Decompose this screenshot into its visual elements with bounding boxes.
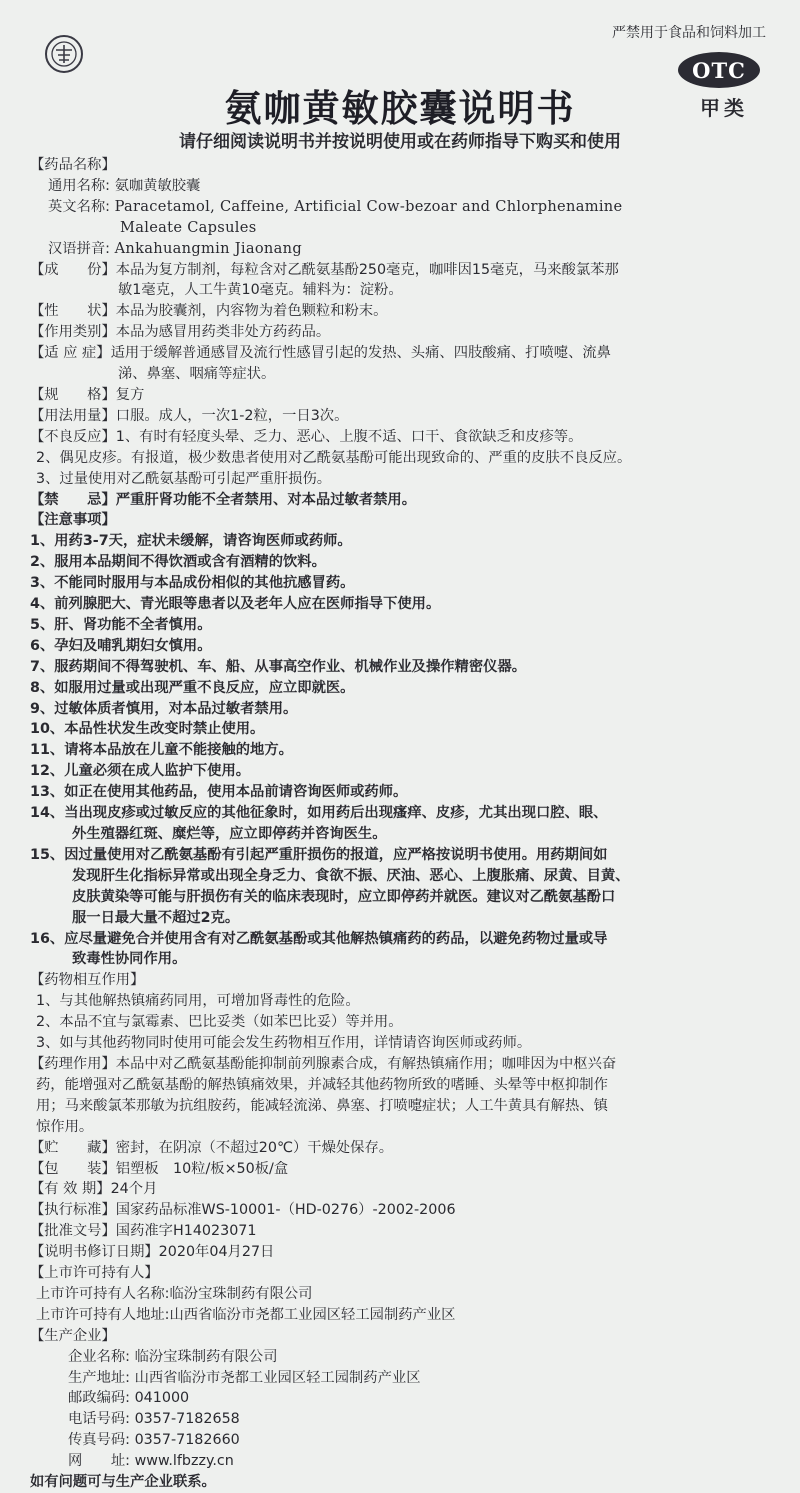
pharmacology-cont: 用；马来酸氯苯那敏为抗组胺药，能减轻流涕、鼻塞、打喷嚏症状；人工牛黄具有解热、镇 <box>36 1097 608 1114</box>
field-label: 【作用类别】 <box>30 324 116 341</box>
field-value: 本品为感冒用药类非处方药药品。 <box>115 324 331 341</box>
field-label: 【适 应 症】 <box>30 345 111 362</box>
caution-item-cont: 发现肝生化指标异常或出现全身乏力、食欲不振、厌油、恶心、上腹胀痛、尿黄、目黄、 <box>72 867 630 884</box>
section-manufacturer: 【生产企业】 <box>30 1327 116 1344</box>
caution-item-cont: 致毒性协同作用。 <box>72 951 187 968</box>
field-label: 电话号码: <box>68 1411 131 1428</box>
field-value: 1、有时有轻度头晕、乏力、恶心、上腹不适、口干、食欲缺乏和皮疹等。 <box>115 428 583 445</box>
usage-row <box>30 406 780 427</box>
leaflet-body <box>30 155 780 1493</box>
field-label: 【不良反应】 <box>30 428 116 445</box>
mah-address-row <box>30 1305 780 1326</box>
field-label: 生产地址: <box>68 1369 131 1386</box>
field-label: 【成 份】 <box>30 261 116 278</box>
english-name-row <box>30 197 780 218</box>
field-value: 密封，在阴凉（不超过20℃）干燥处保存。 <box>115 1139 394 1156</box>
pinyin-row <box>30 239 780 260</box>
storage-row <box>30 1138 780 1159</box>
contraindication-row <box>30 490 780 511</box>
interaction-item: 3、如与其他药物同时使用可能会发生药物相互作用，详情请咨询医师或药师。 <box>36 1035 532 1052</box>
field-label: 【执行标准】 <box>30 1202 116 1219</box>
production-address-row <box>30 1368 780 1389</box>
field-value: 铝塑板 10粒/板×50板/盒 <box>115 1160 289 1177</box>
field-value: 口服。成人，一次1-2粒，一日3次。 <box>115 407 349 424</box>
field-value: Maleate Capsules <box>120 218 257 236</box>
field-value: 2020年04月27日 <box>158 1244 275 1261</box>
field-value: 国家药品标准WS-10001-（HD-0276）-2002-2006 <box>115 1202 456 1219</box>
indication-row-2 <box>30 364 780 385</box>
composition-row <box>30 260 780 281</box>
approval-row <box>30 1221 780 1242</box>
field-value: 0357-7182660 <box>134 1432 240 1449</box>
field-value: Ankahuangmin Jiaonang <box>114 239 302 257</box>
adverse-item-3: 3、过量使用对乙酰氨基酚可引起严重肝损伤。 <box>36 470 332 487</box>
field-value: 国药准字H14023071 <box>115 1223 257 1240</box>
adverse-item-2: 2、偶见皮疹。有报道，极少数患者使用对乙酰氨基酚可能出现致命的、严重的皮肤不良反应。 <box>36 449 632 466</box>
interaction-item: 2、本品不宜与氯霉素、巴比妥类（如苯巴比妥）等并用。 <box>36 1014 403 1031</box>
field-label: 传真号码: <box>68 1432 131 1449</box>
caution-item: 14、当出现皮疹或过敏反应的其他征象时，如用药后出现瘙痒、皮疹，尤其出现口腔、眼、 <box>30 805 608 822</box>
caution-item: 9、过敏体质者慎用，对本品过敏者禁用。 <box>30 700 298 717</box>
field-label: 上市许可持有人名称: <box>36 1285 170 1302</box>
field-value: www.lfbzzy.cn <box>134 1453 234 1470</box>
field-label: 【批准文号】 <box>30 1223 116 1240</box>
caution-item: 5、肝、肾功能不全者慎用。 <box>30 616 212 633</box>
website-row <box>30 1451 780 1472</box>
field-value: 041000 <box>134 1390 190 1407</box>
package-row <box>30 1159 780 1180</box>
field-value: 严重肝肾功能不全者禁用、对本品过敏者禁用。 <box>115 491 417 508</box>
caution-item-cont: 外生殖器红斑、糜烂等，应立即停药并咨询医生。 <box>72 826 387 842</box>
field-value: 山西省临汾市尧都工业园区轻工园制药产业区 <box>169 1306 456 1323</box>
field-value: 临汾宝珠制药有限公司 <box>169 1285 313 1302</box>
caution-item: 3、不能同时服用与本品成份相似的其他抗感冒药。 <box>30 575 355 592</box>
field-value: 适用于缓解普通感冒及流行性感冒引起的发热、头痛、四肢酸痛、打喷嚏、流鼻 <box>110 345 611 362</box>
field-value: 山西省临汾市尧都工业园区轻工园制药产业区 <box>134 1369 421 1386</box>
section-cautions: 【注意事项】 <box>30 512 116 529</box>
field-label: 英文名称: <box>48 198 111 215</box>
company-seal-icon <box>44 34 84 74</box>
caution-item-cont: 服一日最大量不超过2克。 <box>72 909 240 926</box>
field-label: 上市许可持有人地址: <box>36 1306 170 1323</box>
caution-item-cont: 皮肤黄染等可能与肝损伤有关的临床表现时，应立即停药并就医。建议对乙酰氨基酚口 <box>72 888 616 905</box>
field-label: 【贮 藏】 <box>30 1139 116 1156</box>
field-label: 邮政编码: <box>68 1390 131 1407</box>
composition-row-2 <box>30 280 780 301</box>
generic-name-row <box>30 176 780 197</box>
field-label: 【药理作用】 <box>30 1055 116 1072</box>
caution-item: 6、孕妇及哺乳期妇女慎用。 <box>30 637 212 654</box>
caution-item: 16、应尽量避免合并使用含有对乙酰氨基酚或其他解热镇痛药的药品，以避免药物过量或导 <box>30 930 608 947</box>
field-label: 【包 装】 <box>30 1160 116 1177</box>
mah-name-row <box>30 1284 780 1305</box>
adverse-row <box>30 427 780 448</box>
otc-badge: OTC <box>678 52 760 88</box>
caution-item: 2、服用本品期间不得饮酒或含有酒精的饮料。 <box>30 554 326 571</box>
field-label: 【说明书修订日期】 <box>30 1244 159 1261</box>
field-label: 【有 效 期】 <box>30 1181 111 1198</box>
field-value: Paracetamol, Caffeine, Artificial Cow-bezoar and Chlorphenamine <box>114 197 623 215</box>
interaction-item: 1、与其他解热镇痛药同用，可增加肾毒性的危险。 <box>36 993 360 1010</box>
caution-item: 11、请将本品放在儿童不能接触的地方。 <box>30 742 293 759</box>
caution-item: 13、如正在使用其他药品，使用本品前请咨询医师或药师。 <box>30 784 408 801</box>
caution-item: 8、如服用过量或出现严重不良反应，应立即就医。 <box>30 679 355 696</box>
page-title: 氨咖黄敏胶囊说明书 <box>224 87 576 130</box>
section-interactions: 【药物相互作用】 <box>30 972 145 989</box>
field-label: 网 址: <box>68 1453 131 1470</box>
indication-row <box>30 343 780 364</box>
field-label: 企业名称: <box>68 1348 131 1365</box>
field-label: 【用法用量】 <box>30 407 116 424</box>
field-label: 汉语拼音: <box>48 240 111 257</box>
phone-row <box>30 1409 780 1430</box>
fax-row <box>30 1430 780 1451</box>
otc-class-label: 甲类 <box>700 96 748 120</box>
validity-row <box>30 1179 780 1200</box>
field-value: 复方 <box>115 386 145 403</box>
spec-row <box>30 385 780 406</box>
enterprise-row <box>30 1347 780 1368</box>
field-label: 通用名称: <box>48 177 111 194</box>
field-value: 本品为胶囊剂，内容物为着色颗粒和粉末。 <box>115 303 388 320</box>
food-feed-warning: 严禁用于食品和饲料加工 <box>612 25 766 41</box>
field-label: 【性 状】 <box>30 303 116 320</box>
caution-item: 4、前列腺肥大、青光眼等患者以及老年人应在医师指导下使用。 <box>30 596 441 613</box>
section-mah: 【上市许可持有人】 <box>30 1265 159 1282</box>
page-subtitle: 请仔细阅读说明书并按说明使用或在药师指导下购买和使用 <box>179 132 621 152</box>
field-label: 【规 格】 <box>30 386 116 403</box>
standard-row <box>30 1200 780 1221</box>
section-drug-name: 【药品名称】 <box>30 157 116 173</box>
field-value: 本品中对乙酰氨基酚能抑制前列腺素合成，有解热镇痛作用；咖啡因为中枢兴奋 <box>115 1055 617 1072</box>
caution-item: 10、本品性状发生改变时禁止使用。 <box>30 721 265 738</box>
caution-item: 12、儿童必须在成人监护下使用。 <box>30 763 251 780</box>
field-value: 敏1毫克，人工牛黄10毫克。辅料为：淀粉。 <box>118 282 403 299</box>
field-value: 本品为复方制剂，每粒含对乙酰氨基酚250毫克，咖啡因15毫克，马来酸氯苯那 <box>115 261 619 278</box>
field-value: 0357-7182658 <box>134 1411 240 1428</box>
english-name-row-2 <box>30 218 780 239</box>
field-value: 24个月 <box>110 1181 158 1198</box>
contact-footer: 如有问题可与生产企业联系。 <box>30 1474 216 1491</box>
caution-item: 7、服药期间不得驾驶机、车、船、从事高空作业、机械作业及操作精密仪器。 <box>30 658 527 675</box>
character-row <box>30 301 780 322</box>
caution-item: 1、用药3-7天，症状未缓解，请咨询医师或药师。 <box>30 533 352 550</box>
field-value: 涕、鼻塞、咽痛等症状。 <box>118 366 276 383</box>
pharmacology-row <box>30 1054 780 1075</box>
field-value: 临汾宝珠制药有限公司 <box>134 1348 278 1365</box>
revision-date-row <box>30 1242 780 1263</box>
field-label: 【禁 忌】 <box>30 491 116 508</box>
pharmacology-cont: 惊作用。 <box>36 1118 94 1135</box>
category-row <box>30 322 780 343</box>
field-value: 氨咖黄敏胶囊 <box>114 177 201 194</box>
postcode-row <box>30 1388 780 1409</box>
pharmacology-cont: 药，能增强对乙酰氨基酚的解热镇痛效果，并减轻其他药物所致的嗜睡、头晕等中枢抑制作 <box>36 1076 608 1093</box>
caution-item: 15、因过量使用对乙酰氨基酚有引起严重肝损伤的报道，应严格按说明书使用。用药期间如 <box>30 846 608 863</box>
